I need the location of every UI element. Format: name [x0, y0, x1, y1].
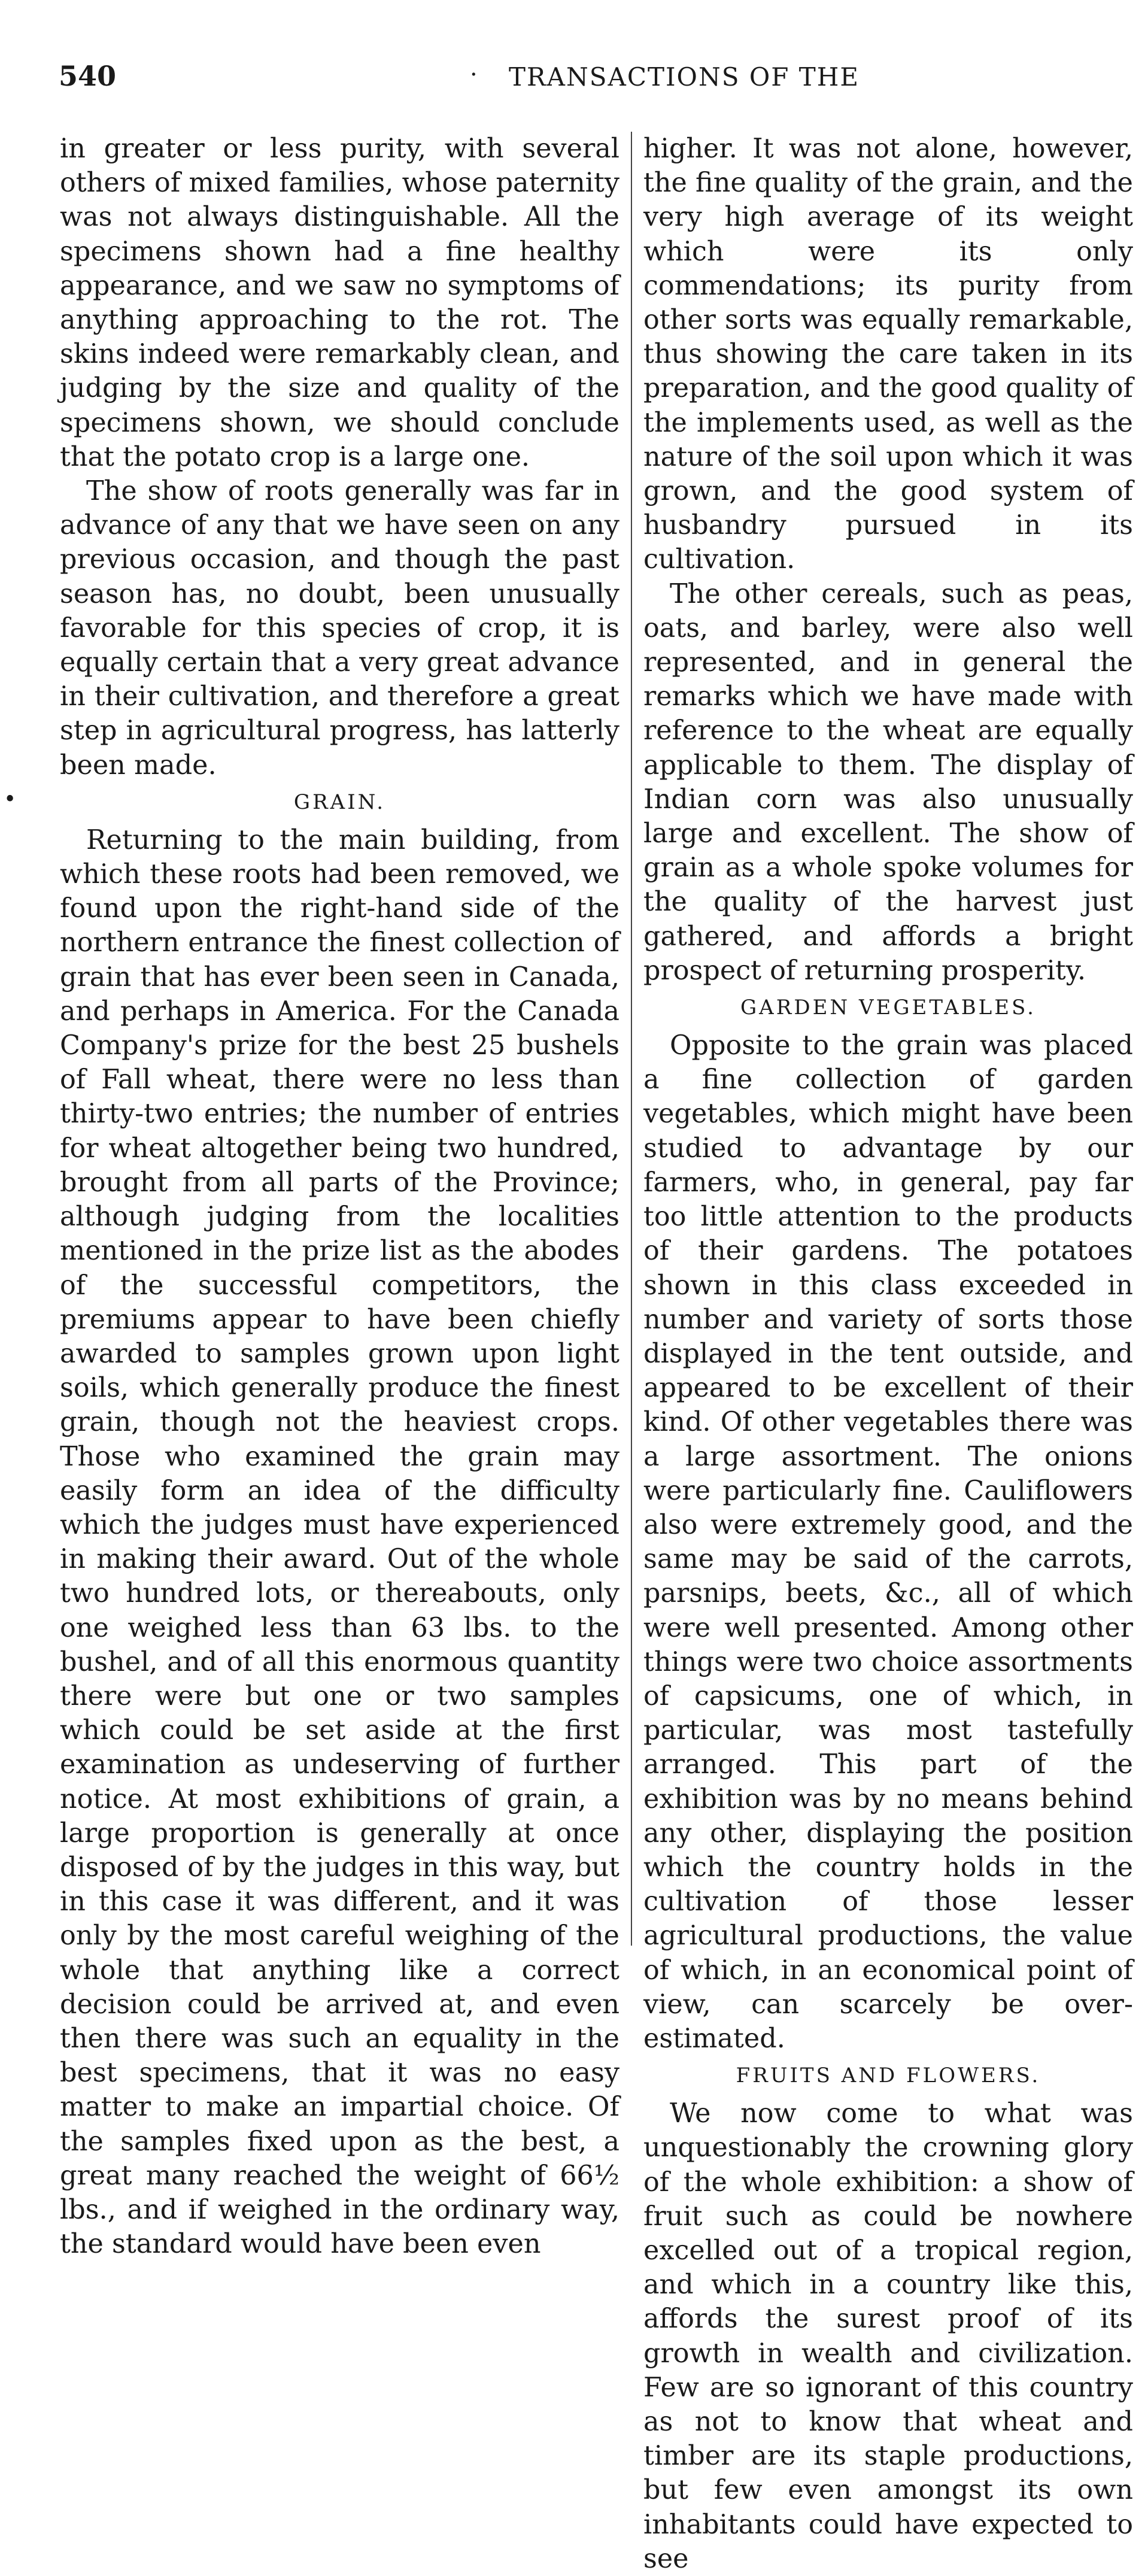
right-paragraph-1: higher. It was not alone, however, the fine quality of the grain, and the very high average of its weight which were its only commendations; its purity from other sorts was equally remarkable, thus showing the care taken in its preparation, and the good quality of the implements used, as well as the nature of the soil upon which it was grown, and the good system of husbandry pursued in its cultivation.	[643, 133, 1133, 575]
right-paragraph-3: Opposite to the grain was placed a fine collection of garden vegetables, which might have been studied to advantage by our farmers, who, in general, pay far too little attention to the products of their gardens. The potatoes shown in this class exceeded in number and variety of sorts those displayed in the tent outside, and appeared to be excellent of their kind. Of other vegetables there was a large assortment. The onions were particularly fine. Cauliflowers also were extremely good, and the same may be said of the carrots, parsnips, beets, &c., all of which were well presented. Among other things were two choice assortments of capsicums, one of which, in particular, was most tastefully arranged. This part of the exhibition was by no means behind any other, displaying the position which the country holds in the cultivation of those lesser agricultural productions, the value of which, in an economical point of view, can scarcely be over-estimated.	[643, 1030, 1133, 2054]
left-paragraph-1: in greater or less purity, with several others of mixed families, whose paternity was not always distinguishable. All the specimens shown had a fine healthy appearance, and we saw no symptoms of anything approaching to the rot. The skins indeed were remarkably clean, and judging by the size and quality of the specimens shown, we should conclude that the potato crop is a large one.	[60, 133, 619, 472]
section-heading-grain: GRAIN.	[293, 790, 386, 814]
right-column	[643, 132, 1133, 2574]
section-heading-garden-vegetables: GARDEN VEGETABLES.	[740, 996, 1036, 1020]
section-heading-fruits-and-flowers: FRUITS AND FLOWERS.	[736, 2064, 1041, 2088]
page-number: 540	[59, 60, 117, 92]
right-paragraph-2: The other cereals, such as peas, oats, and barley, were also well represented, and in general the remarks which we have made with reference to the wheat are equally applicable to them. The display of Indian corn was also unusually large and excellent. The show of grain as a whole spoke volumes for the quality of the harvest just gathered, and affords a bright prospect of returning prosperity.	[643, 578, 1133, 986]
page-header	[54, 60, 1095, 108]
running-title: TRANSACTIONS OF THE	[509, 62, 860, 92]
left-column	[60, 132, 619, 2260]
margin-mark: •	[4, 787, 17, 812]
column-divider	[631, 132, 632, 1946]
header-separator: ·	[470, 61, 478, 89]
right-paragraph-4: We now come to what was unquestionably the crowning glory of the whole exhibition: a show of fruit such as could be nowhere excelled out of a tropical region, and which in a country like this, affords the surest proof of its growth in wealth and civilization. Few are so ignorant of this country as not to know that wheat and timber are its staple productions, but few even amongst its own inhabitants could have expected to see	[643, 2098, 1133, 2574]
left-paragraph-3: Returning to the main building, from which these roots had been removed, we found upon the right-hand side of the northern entrance the finest collection of grain that has ever been seen in Canada, and perhaps in America. For the Canada Company's prize for the best 25 bushels of Fall wheat, there were no less than thirty-two entries; the number of entries for wheat altogether being two hundred, brought from all parts of the Province; although judging from the localities mentioned in the prize list as the abodes of the successful competitors, the premiums appear to have been chiefly awarded to samples grown upon light soils, which generally produce the finest grain, though not the heaviest crops. Those who examined the grain may easily form an idea of the difficulty which the judges must have experienced in making their award. Out of the whole two hundred lots, or thereabouts, only one weighed less than 63 lbs. to the bushel, and of all this enormous quantity there were but one or two samples which could be set aside at the first examination as undeserving of further notice. At most exhibitions of grain, a large proportion is generally at once disposed of by the judges in this way, but in this case it was different, and it was only by the most careful weighing of the whole that anything like a correct decision could be arrived at, and even then there was such an equality in the best specimens, that it was no easy matter to make an impartial choice. Of the samples fixed upon as the best, a great many reached the weight of 66½ lbs., and if weighed in the ordinary way, the standard would have been even	[60, 824, 619, 2260]
left-paragraph-2: The show of roots generally was far in advance of any that we have seen on any previous occasion, and though the past season has, no doubt, been unusually favorable for this species of crop, it is equally certain that a very great advance in their cultivation, and therefore a great step in agricultural progress, has latterly been made.	[60, 476, 619, 781]
